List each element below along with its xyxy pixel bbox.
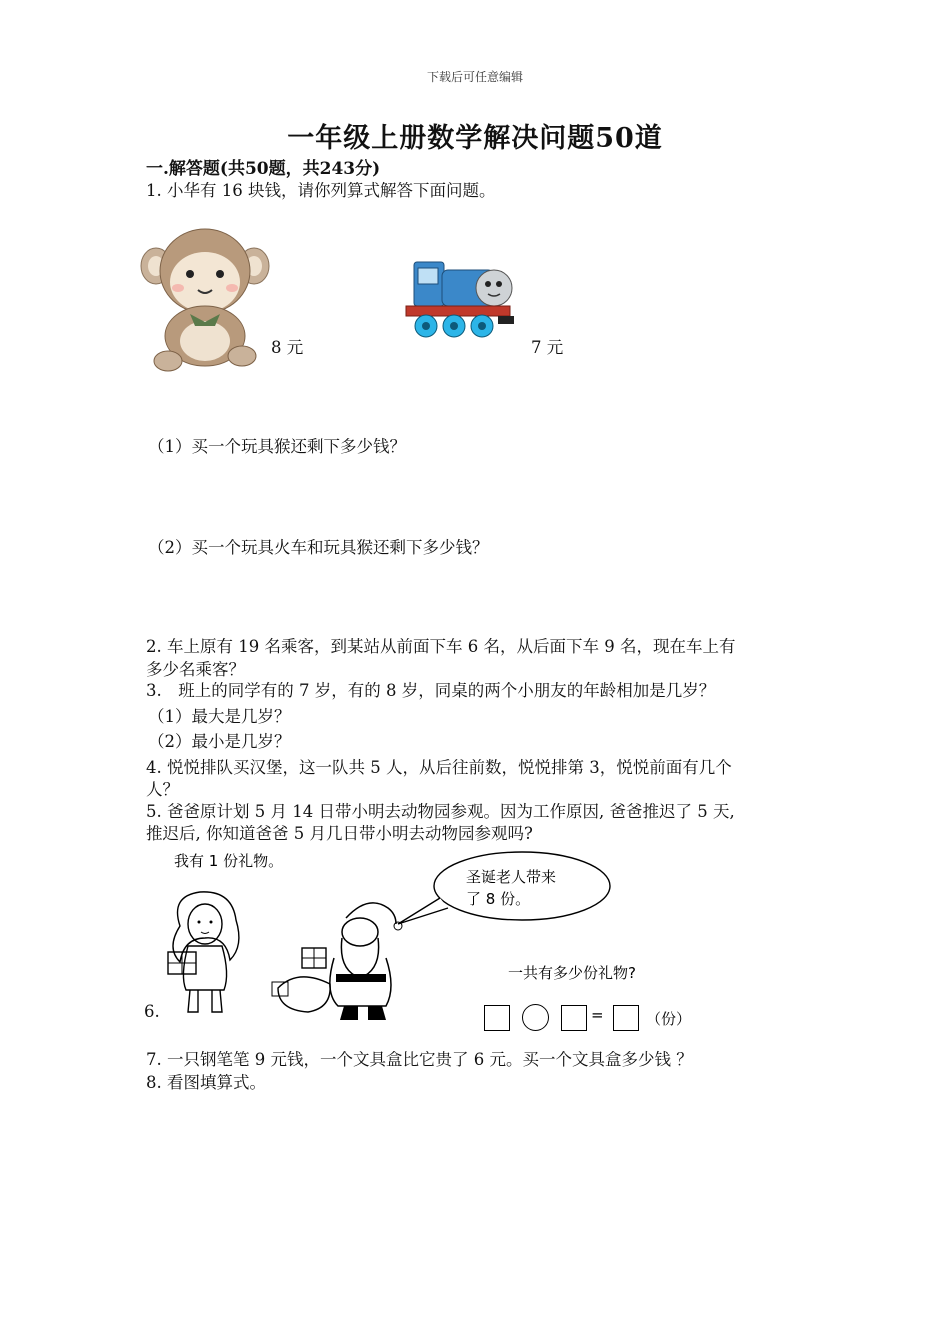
toy-monkey-image	[140, 226, 270, 376]
question-8: 8. 看图填算式。	[146, 1073, 266, 1092]
question-1-sub-2: （2）买一个玩具火车和玩具猴还剩下多少钱？	[148, 538, 489, 557]
question-4-line-2: 人？	[146, 780, 179, 799]
page-title: 一年级上册数学解决问题50道	[287, 123, 663, 154]
unit-label: （份）	[646, 1010, 692, 1028]
question-5-line-2: 推迟后, 你知道爸爸 5 月几日带小明去动物园参观吗?	[146, 824, 533, 843]
answer-box-1[interactable]	[484, 1005, 510, 1031]
question-4-line-1: 4. 悦悦排队买汉堡，这一队共 5 人，从后往前数，悦悦排第 3，悦悦前面有几个	[146, 758, 732, 777]
question-7: 7. 一只钢笔笔 9 元钱，一个文具盒比它贵了 6 元。买一个文具盒多少钱 ？	[146, 1050, 693, 1069]
gift-question: 一共有多少份礼物?	[508, 964, 636, 982]
question-3-sub-2: （2）最小是几岁？	[148, 732, 291, 751]
santa-claus-drawing	[268, 888, 408, 1024]
equals-sign: =	[591, 1006, 604, 1024]
train-price: 7 元	[531, 338, 564, 357]
girl-caption: 我有 1 份礼物。	[174, 852, 284, 870]
question-2-line-2: 多少名乘客？	[146, 660, 245, 679]
question-3: 3. 班上的同学有的 7 岁，有的 8 岁，同桌的两个小朋友的年龄相加是几岁？	[146, 681, 716, 700]
header-note: 下载后可任意编辑	[426, 70, 523, 84]
bubble-text-line-2: 了 8 份。	[466, 890, 531, 908]
question-2-line-1: 2. 车上原有 19 名乘客，到某站从前面下车 6 名，从后面下车 9 名，现在车上有	[146, 637, 736, 656]
girl-with-gift-drawing	[160, 886, 250, 1024]
question-3-sub-1: （1）最大是几岁？	[148, 707, 291, 726]
toy-train-image	[402, 254, 520, 346]
section-heading: 一.解答题(共50题，共243分)	[146, 159, 381, 179]
bubble-text-line-1: 圣诞老人带来	[466, 868, 557, 886]
operator-circle[interactable]	[522, 1004, 549, 1031]
question-5-line-1: 5. 爸爸原计划 5 月 14 日带小明去动物园参观。因为工作原因, 爸爸推迟了 5 天,	[146, 802, 735, 821]
answer-box-2[interactable]	[561, 1005, 587, 1031]
question-6-number: 6.	[144, 1002, 160, 1021]
answer-box-result[interactable]	[613, 1005, 639, 1031]
question-1: 1. 小华有 16 块钱，请你列算式解答下面问题。	[146, 181, 496, 200]
monkey-price: 8 元	[271, 338, 304, 357]
question-1-sub-1: （1）买一个玩具猴还剩下多少钱？	[148, 437, 406, 456]
